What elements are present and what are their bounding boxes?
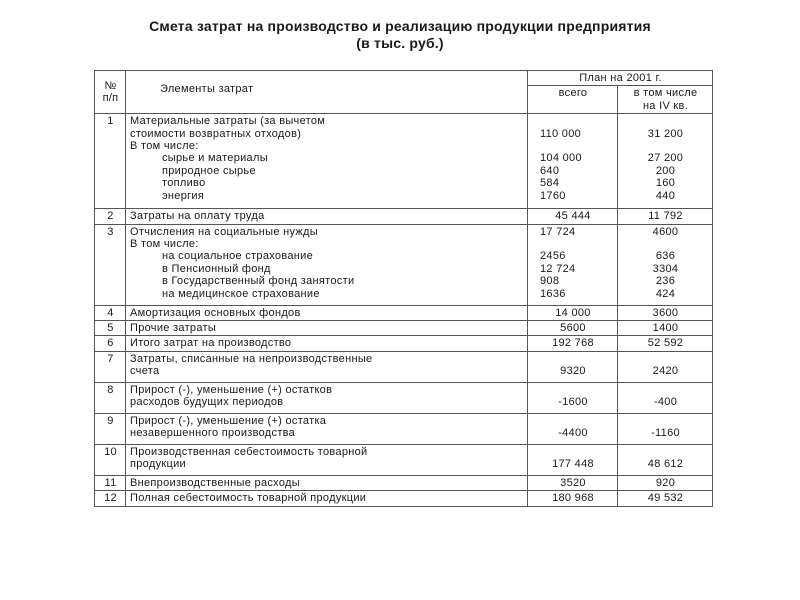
row-number: 9 [95,413,126,444]
cost-element-label: Производственная себестоимость товарной [130,445,368,458]
cost-estimate-table-wrapper [94,70,712,507]
row-number: 1 [95,114,126,209]
cost-element-label: на медицинское страхование [162,287,320,300]
cost-element-label: В том числе: [130,140,199,153]
row-number: 12 [95,491,126,506]
cost-element-cell [126,209,528,224]
cost-element-cell [126,321,528,336]
q4-value-blank [622,446,709,458]
total-value-cell [528,475,618,490]
q4-value: 49 532 [647,492,684,505]
total-value: 2456 [540,250,566,263]
q4-value-cell [618,413,713,444]
q4-value: 52 592 [647,337,684,350]
header-plan-label: План на 2001 г. [579,72,662,84]
q4-value: 440 [655,189,676,202]
total-value-cell [528,209,618,224]
total-value-cell [528,305,618,320]
total-value: 1636 [540,287,566,300]
header-total [528,86,618,114]
row-number: 3 [95,224,126,305]
table-body [95,114,713,506]
total-value: 104 000 [540,152,582,165]
cost-element-cell [126,475,528,490]
row-number: 2 [95,209,126,224]
table-row [95,382,713,413]
q4-value: -400 [653,396,678,409]
header-number-line-1: № [104,79,117,92]
q4-value: 31 200 [647,127,684,140]
total-value: 640 [540,164,560,177]
total-value: 192 768 [552,337,594,350]
cost-element-label: сырье и материалы [162,152,268,165]
cost-element-label: Отчисления на социальные нужды [130,225,318,238]
header-q4-line-1: в том числе [633,87,698,100]
table-row [95,336,713,351]
cost-element-label: в Пенсионный фонд [162,262,271,275]
table-row [95,114,713,209]
cost-element-cell [126,224,528,305]
total-value-cell [528,444,618,475]
cost-element-label: природное сырье [162,164,256,177]
total-value-cell [528,114,618,209]
header-cost-elements [126,71,528,114]
header-plan [528,71,713,86]
total-value: 110 000 [540,127,582,140]
cost-element-label: В том числе: [130,238,199,251]
title-line-2: (в тыс. руб.) [356,35,444,51]
table-row [95,321,713,336]
total-value: 14 000 [555,306,591,319]
total-value-cell [528,321,618,336]
q4-value: 27 200 [647,152,684,165]
q4-value: 236 [655,275,676,288]
q4-value-cell [618,382,713,413]
cost-element-cell [126,351,528,382]
cost-element-label: счета [130,365,160,378]
row-number: 5 [95,321,126,336]
q4-value: -1160 [651,427,680,440]
total-value: -4400 [558,427,588,440]
cost-element-label: Материальные затраты (за вычетом [130,115,326,128]
cost-element-label: на социальное страхование [162,250,314,263]
q4-value-cell [618,321,713,336]
row-number: 8 [95,382,126,413]
q4-value-blank [622,238,709,250]
total-value-cell [528,224,618,305]
q4-value: 200 [655,164,676,177]
table-row [95,444,713,475]
total-value-blank [532,238,614,250]
document-title [0,18,800,52]
total-value: 12 724 [540,262,576,275]
q4-value: 2420 [652,365,679,378]
table-row [95,351,713,382]
cost-element-label: продукции [130,458,186,471]
header-q4-line-2: на IV кв. [642,99,689,112]
row-number: 7 [95,351,126,382]
cost-element-label: расходов будущих периодов [130,396,284,409]
total-value-blank [532,446,614,458]
q4-value: 11 792 [648,210,683,223]
total-value: 180 968 [552,492,594,505]
q4-value: 3304 [652,262,679,275]
total-value-blank [532,384,614,396]
q4-value-cell [618,475,713,490]
q4-value-blank [622,140,709,152]
cost-element-label: Прочие затраты [130,322,217,335]
table-row [95,475,713,490]
cost-element-label: Прирост (-), уменьшение (+) остатков [130,383,333,396]
total-value-blank [532,140,614,152]
table-row [95,305,713,320]
cost-element-label: Затраты, списанные на непроизводственные [130,352,373,365]
q4-value-blank [622,415,709,427]
cost-element-cell [126,491,528,506]
total-value: 1760 [540,189,566,202]
total-value-cell [528,382,618,413]
total-value: 5600 [560,322,586,335]
header-number-line-2: п/п [102,92,119,105]
total-value-blank [532,415,614,427]
total-value: 908 [540,275,560,288]
title-line-1: Смета затрат на производство и реализацию продукции предприятия [149,18,651,34]
header-cost-elements-label: Элементы затрат [160,83,254,95]
cost-element-label: Полная себестоимость товарной продукции [130,492,367,505]
total-value: 3520 [560,476,586,489]
q4-value-cell [618,305,713,320]
total-value-cell [528,351,618,382]
cost-element-label: энергия [162,189,205,202]
total-value: 9320 [560,365,586,378]
q4-value-cell [618,351,713,382]
cost-element-cell [126,336,528,351]
q4-value: 48 612 [647,458,684,471]
header-q4 [618,86,713,114]
q4-value-cell [618,209,713,224]
cost-element-label: Прирост (-), уменьшение (+) остатка [130,414,327,427]
row-number: 11 [95,475,126,490]
total-value: 17 724 [540,225,576,238]
table-row [95,413,713,444]
total-value-blank [532,353,614,365]
q4-value: 424 [655,287,676,300]
table-row [95,224,713,305]
q4-value-cell [618,336,713,351]
header-number [95,71,126,114]
table-row [95,209,713,224]
total-value-cell [528,491,618,506]
total-value: 45 444 [555,210,591,223]
total-value: 177 448 [552,458,594,471]
table-row [95,491,713,506]
cost-element-cell [126,305,528,320]
cost-element-cell [126,444,528,475]
q4-value-blank [622,353,709,365]
q4-value-cell [618,491,713,506]
q4-value: 160 [655,177,676,190]
cost-element-label: стоимости возвратных отходов) [130,127,302,140]
cost-element-label: незавершенного производства [130,427,296,440]
total-value: -1600 [558,396,588,409]
q4-value-cell [618,224,713,305]
total-value: 584 [540,177,560,190]
header-total-label: всего [558,87,588,100]
cost-element-label: Амортизация основных фондов [130,306,301,319]
q4-value: 4600 [652,225,679,238]
q4-value-blank [622,384,709,396]
q4-value-blank [622,115,709,127]
cost-element-cell [126,382,528,413]
cost-element-label: в Государственный фонд занятости [162,275,355,288]
cost-element-label: Внепроизводственные расходы [130,476,300,489]
row-number: 4 [95,305,126,320]
total-value-cell [528,336,618,351]
cost-element-label: Итого затрат на производство [130,337,292,350]
q4-value: 3600 [652,306,679,319]
row-number: 10 [95,444,126,475]
total-value-cell [528,413,618,444]
cost-estimate-table [94,70,713,507]
q4-value-cell [618,444,713,475]
cost-element-label: топливо [162,177,206,190]
q4-value: 636 [655,250,676,263]
cost-element-cell [126,413,528,444]
q4-value: 920 [655,476,676,489]
q4-value: 1400 [652,322,679,335]
row-number: 6 [95,336,126,351]
cost-element-label: Затраты на оплату труда [130,210,265,223]
cost-element-cell [126,114,528,209]
total-value-blank [532,115,614,127]
q4-value-cell [618,114,713,209]
